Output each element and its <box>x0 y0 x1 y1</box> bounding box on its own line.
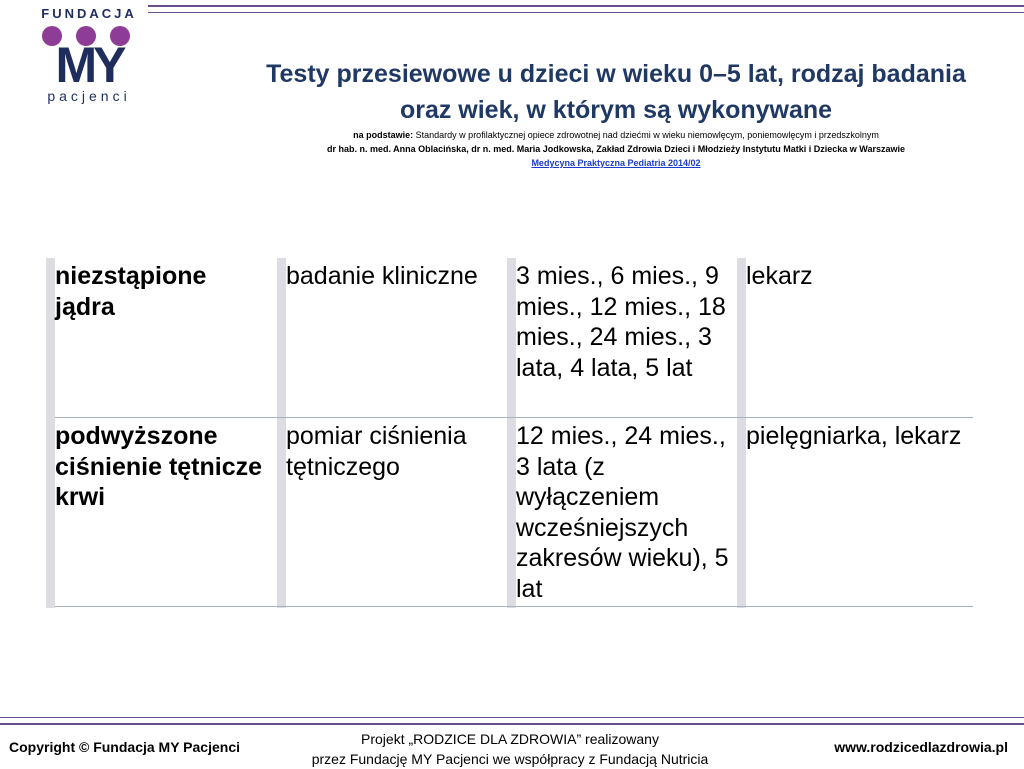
source-prefix: na podstawie: <box>353 130 414 140</box>
table-cell-performer: lekarz <box>746 262 813 290</box>
row-divider <box>55 417 973 418</box>
footer-project-line-1: Projekt „RODZICE DLA ZDROWIA” realizowany <box>361 731 659 747</box>
footer-project-line-2: przez Fundację MY Pacjenci we współpracy z Fundacją Nutricia <box>311 751 709 767</box>
logo-top-text: FUNDACJA <box>41 6 137 21</box>
source-line <box>240 128 992 142</box>
bottom-rule-thick <box>0 723 1024 725</box>
logo-bottom-text: pacjenci <box>47 88 131 104</box>
column-separator <box>507 258 516 608</box>
screening-table <box>46 258 973 608</box>
bottom-rule-thin <box>0 717 1024 718</box>
journal-link[interactable]: Medycyna Praktyczna Pediatria 2014/02 <box>531 158 701 168</box>
logo-mark: MY <box>55 37 123 93</box>
top-rule-thick <box>148 5 1024 7</box>
authors-text: dr hab. n. med. Anna Oblacińska, dr n. med. Maria Jodkowska, Zakład Zdrowia Dzieci i Młodzieży Instytutu Matki i Dziecka w Warszawie <box>327 144 905 154</box>
column-separator <box>737 258 746 608</box>
source-text: Standardy w profilaktycznej opiece zdrowotnej nad dziećmi w wieku niemowlęcym, poniemowlęcym i przedszkolnym <box>415 130 879 140</box>
source-authors <box>240 142 992 156</box>
column-separator <box>277 258 286 608</box>
top-rule-thin <box>148 12 1024 13</box>
source-citation <box>240 128 992 170</box>
table-cell-condition: niezstąpione jądra <box>55 262 207 321</box>
footer-website[interactable]: www.rodzicedlazdrowia.pl <box>834 739 1008 755</box>
column-separator <box>46 258 55 608</box>
table-cell-performer: pielęgniarka, lekarz <box>746 422 962 450</box>
title-line-1: Testy przesiewowe u dzieci w wieku 0–5 lat, rodzaj badania <box>266 60 966 88</box>
footer-copyright: Copyright © Fundacja MY Pacjenci <box>9 739 240 755</box>
table-cell-method: badanie kliniczne <box>286 262 478 290</box>
fundacja-my-pacjenci-logo <box>30 6 148 104</box>
table-cell-condition: podwyższone ciśnienie tętnicze krwi <box>55 422 263 511</box>
table-cell-ages: 3 mies., 6 mies., 9 mies., 12 mies., 18 mies., 24 mies., 3 lata, 4 lata, 5 lat <box>516 262 726 382</box>
footer-project <box>270 729 750 769</box>
title-line-2: oraz wiek, w którym są wykonywane <box>399 96 833 124</box>
table-cell-method: pomiar ciśnienia tętniczego <box>286 422 467 481</box>
page-title <box>218 56 1014 128</box>
row-divider <box>55 606 973 607</box>
table-cell-ages: 12 mies., 24 mies., 3 lata (z wyłączeniem wcześniejszych zakresów wieku), 5 lat <box>516 422 729 603</box>
